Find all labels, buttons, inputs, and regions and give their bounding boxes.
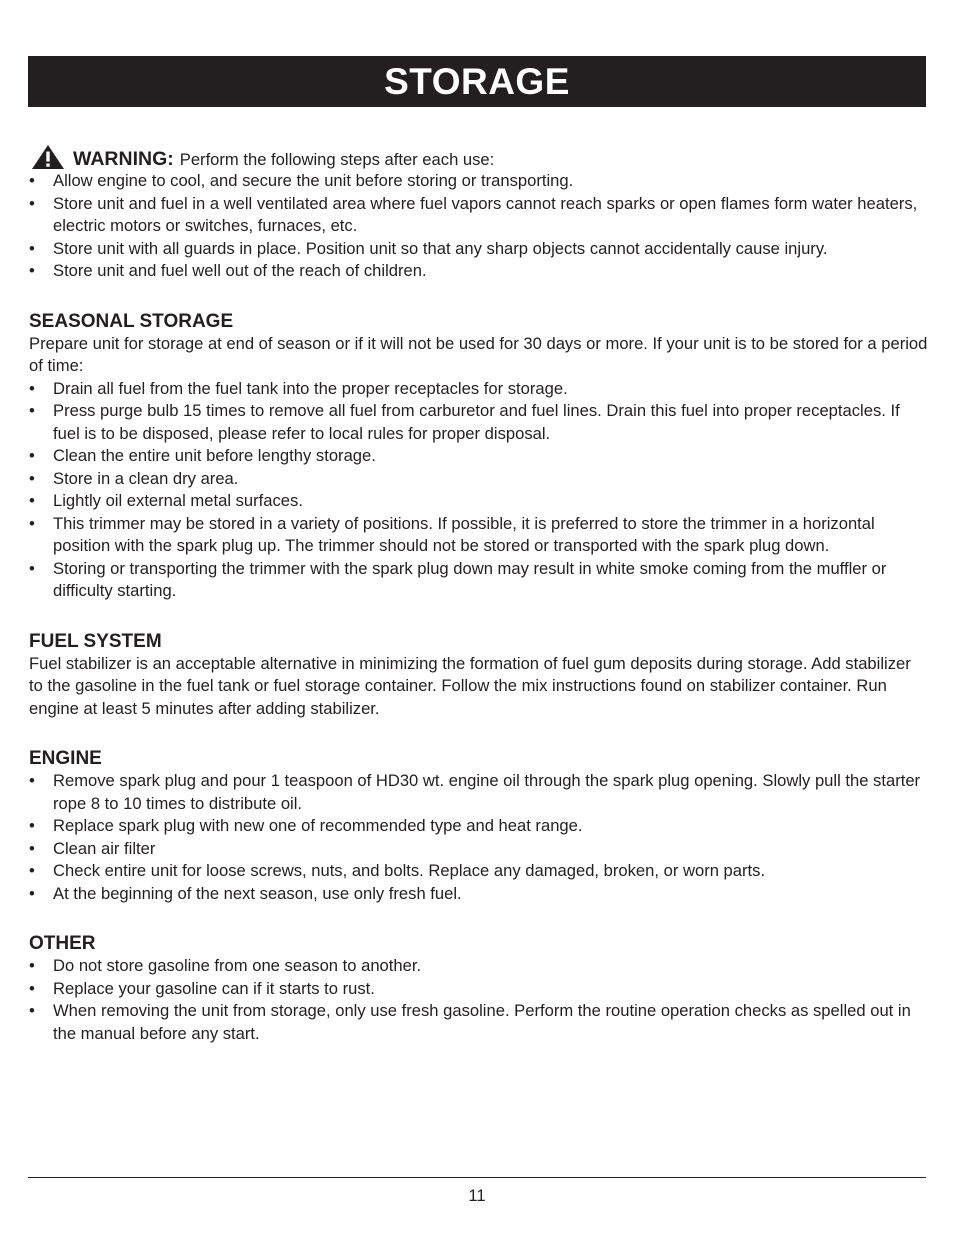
list-item: • Do not store gasoline from one season to another. <box>29 956 422 975</box>
list-item: • Press purge bulb 15 times to remove all fuel from carburetor and fuel lines. Drain this fuel into proper receptacles. If fuel is to be disposed, please refer to local rules for proper disposal. <box>29 401 900 443</box>
engine-heading: ENGINE <box>29 748 102 769</box>
list-item: • Check entire unit for loose screws, nuts, and bolts. Replace any damaged, broken, or worn parts. <box>29 861 766 880</box>
other-heading: OTHER <box>29 933 96 954</box>
warning-line <box>29 141 929 170</box>
page-content <box>29 141 929 1045</box>
list-item: • Drain all fuel from the fuel tank into the proper receptacles for storage. <box>29 378 568 398</box>
list-item: • Remove spark plug and pour 1 teaspoon of HD30 wt. engine oil through the spark plug opening. Slowly pull the starter rope 8 to 10 times to distribute oil. <box>29 771 921 813</box>
fuel-system-text: Fuel stabilizer is an acceptable alternative in minimizing the formation of fuel gum deposits during storage. Add stabilizer to the gasoline in the fuel tank or fuel storage container. Follow the mix instructions found on stabilizer container. Run engine at least 5 minutes after adding stabilizer. <box>29 653 911 718</box>
list-item: • Lightly oil external metal surfaces. <box>29 491 303 510</box>
list-item: • Store unit with all guards in place. Position unit so that any sharp objects cannot accidentally cause injury. <box>29 238 828 258</box>
list-item: • At the beginning of the next season, use only fresh fuel. <box>29 883 462 903</box>
warning-triangle-icon <box>31 144 65 170</box>
list-item: • Storing or transporting the trimmer with the spark plug down may result in white smoke coming from the muffler or difficulty starting. <box>29 558 887 600</box>
list-item: • Clean the entire unit before lengthy storage. <box>29 446 376 465</box>
engine-list <box>29 770 929 905</box>
page-title: STORAGE <box>384 60 570 102</box>
warning-text: Perform the following steps after each use: <box>179 150 495 169</box>
list-item: • Store in a clean dry area. <box>29 468 239 488</box>
list-item: • Clean air filter <box>29 838 156 858</box>
warning-list <box>29 170 929 283</box>
list-item: • Replace your gasoline can if it starts to rust. <box>29 978 375 998</box>
list-item: • Allow engine to cool, and secure the unit before storing or transporting. <box>29 171 574 190</box>
warning-label: WARNING: <box>73 148 174 170</box>
footer-divider <box>28 1177 926 1178</box>
page-number: 11 <box>468 1186 486 1205</box>
seasonal-storage-heading: SEASONAL STORAGE <box>29 310 234 332</box>
other-list <box>29 955 929 1045</box>
list-item: • When removing the unit from storage, only use fresh gasoline. Perform the routine operation checks as spelled out in the manual before any start. <box>29 1001 911 1043</box>
list-item: • This trimmer may be stored in a variety of positions. If possible, it is preferred to store the trimmer in a horizontal position with the spark plug up. The trimmer should not be stored or transported with the spark plug down. <box>29 513 875 555</box>
list-item: • Replace spark plug with new one of recommended type and heat range. <box>29 816 583 835</box>
list-item: • Store unit and fuel in a well ventilated area where fuel vapors cannot reach sparks or open flames form water heaters, electric motors or switches, furnaces, etc. <box>29 193 918 235</box>
seasonal-storage-intro: Prepare unit for storage at end of season or if it will not be used for 30 days or more. If your unit is to be stored for a period of time: <box>29 333 928 375</box>
fuel-system-heading: FUEL SYSTEM <box>29 630 162 652</box>
list-item: • Store unit and fuel well out of the reach of children. <box>29 261 427 280</box>
title-bar <box>28 56 926 107</box>
seasonal-storage-list <box>29 378 929 603</box>
